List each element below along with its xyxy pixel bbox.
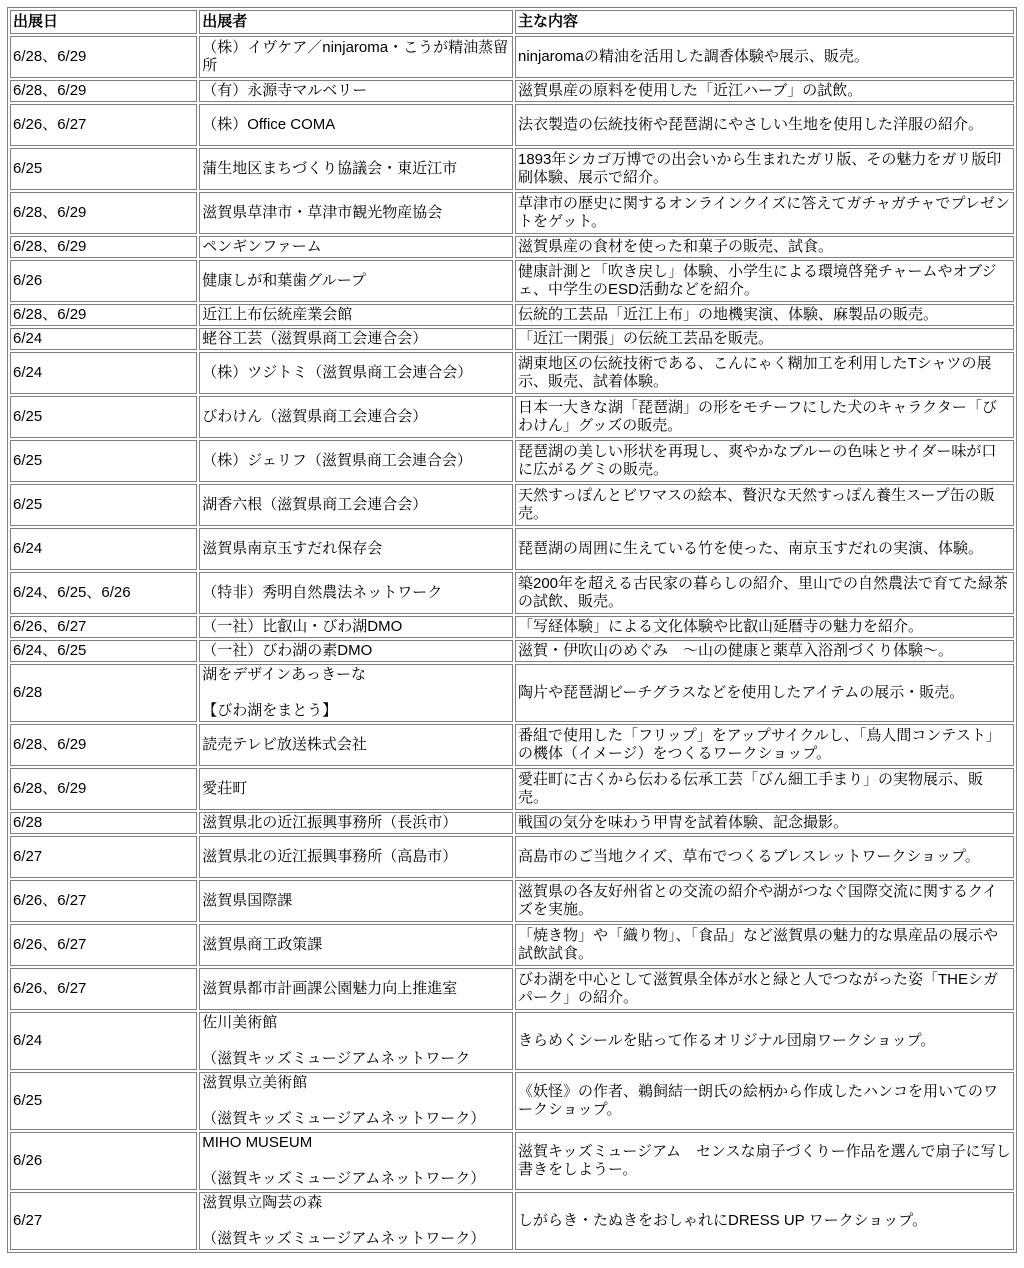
cell-content: 築200年を超える古民家の暮らしの紹介、里山での自然農法で育てた緑茶の試飲、販売。 bbox=[515, 572, 1014, 614]
cell-date: 6/26、6/27 bbox=[10, 924, 197, 966]
exhibit-table-container bbox=[7, 7, 1017, 1253]
cell-content: 滋賀県の各友好州省との交流の紹介や湖がつなぐ国際交流に関するクイズを実施。 bbox=[515, 880, 1014, 922]
exhibitor-line: （一社）比叡山・びわ湖DMO bbox=[202, 618, 403, 635]
cell-date: 6/26 bbox=[10, 260, 197, 302]
cell-content: 滋賀キッズミュージアム センスな扇子づくりー作品を選んで扇子に写し書きをしようー。 bbox=[515, 1132, 1014, 1190]
cell-content: 琵琶湖の美しい形状を再現し、爽やかなブルーの色味とサイダー味が口に広がるグミの販売。 bbox=[515, 440, 1014, 482]
cell-content: 愛荘町に古くから伝わる伝承工芸「びん細工手まり」の実物展示、販売。 bbox=[515, 768, 1014, 810]
exhibitor-line: 近江上布伝統産業会館 bbox=[202, 306, 353, 323]
cell-exhibitor bbox=[199, 440, 513, 482]
cell-content: 草津市の歴史に関するオンラインクイズに答えてガチャガチャでプレゼントをゲット。 bbox=[515, 192, 1014, 234]
exhibitor-line: 滋賀県南京玉すだれ保存会 bbox=[202, 540, 383, 557]
cell-content: 健康計測と「吹き戻し」体験、小学生による環境啓発チャームやオブジェ、中学生のESD活動などを紹介。 bbox=[515, 260, 1014, 302]
table-row bbox=[10, 1072, 1014, 1130]
table-row bbox=[10, 304, 1014, 326]
cell-date: 6/28、6/29 bbox=[10, 768, 197, 810]
cell-exhibitor bbox=[199, 80, 513, 102]
table-row bbox=[10, 1012, 1014, 1070]
cell-exhibitor bbox=[199, 924, 513, 966]
cell-date: 6/24、6/25、6/26 bbox=[10, 572, 197, 614]
exhibitor-line: 湖をデザインあっきーな bbox=[202, 666, 367, 683]
cell-exhibitor bbox=[199, 260, 513, 302]
table-body bbox=[10, 36, 1014, 1250]
cell-date: 6/26、6/27 bbox=[10, 104, 197, 146]
cell-exhibitor bbox=[199, 1012, 513, 1070]
cell-content: 戦国の気分を味わう甲冑を試着体験、記念撮影。 bbox=[515, 812, 1014, 834]
table-row bbox=[10, 924, 1014, 966]
cell-date: 6/25 bbox=[10, 396, 197, 438]
line-gap bbox=[202, 684, 510, 702]
exhibitor-line: 蒲生地区まちづくり協議会・東近江市 bbox=[202, 160, 458, 177]
table-row bbox=[10, 484, 1014, 526]
cell-exhibitor bbox=[199, 1192, 513, 1250]
table-row bbox=[10, 328, 1014, 350]
cell-content: 滋賀・伊吹山のめぐみ ～山の健康と薬草入浴剤づくり体験～。 bbox=[515, 640, 1014, 662]
table-header-row bbox=[10, 10, 1014, 34]
cell-content: 天然すっぽんとビワマスの絵本、贅沢な天然すっぽん養生スープ缶の販売。 bbox=[515, 484, 1014, 526]
exhibitor-line: （株）イヴケア／ninjaroma・こうが精油蒸留所 bbox=[202, 39, 509, 74]
cell-content: 法衣製造の伝統技術や琵琶湖にやさしい生地を使用した洋服の紹介。 bbox=[515, 104, 1014, 146]
cell-date: 6/25 bbox=[10, 148, 197, 190]
table-row bbox=[10, 528, 1014, 570]
cell-date: 6/24 bbox=[10, 352, 197, 394]
exhibitor-line: 滋賀県北の近江振興事務所（長浜市） bbox=[202, 814, 458, 831]
table-row bbox=[10, 1192, 1014, 1250]
table-row bbox=[10, 664, 1014, 722]
table-row bbox=[10, 572, 1014, 614]
cell-exhibitor bbox=[199, 104, 513, 146]
table-row bbox=[10, 80, 1014, 102]
cell-exhibitor bbox=[199, 572, 513, 614]
cell-exhibitor bbox=[199, 836, 513, 878]
exhibitor-line: ペンギンファーム bbox=[202, 238, 322, 255]
cell-date: 6/27 bbox=[10, 1192, 197, 1250]
table-row bbox=[10, 440, 1014, 482]
cell-exhibitor bbox=[199, 640, 513, 662]
cell-exhibitor bbox=[199, 724, 513, 766]
cell-content: 琵琶湖の周囲に生えている竹を使った、南京玉すだれの実演、体験。 bbox=[515, 528, 1014, 570]
cell-content: 「焼き物」や「織り物」、「食品」など滋賀県の魅力的な県産品の展示や試飲試食。 bbox=[515, 924, 1014, 966]
exhibitor-line: 滋賀県国際課 bbox=[202, 892, 293, 909]
cell-date: 6/26、6/27 bbox=[10, 880, 197, 922]
cell-date: 6/26 bbox=[10, 1132, 197, 1190]
line-gap bbox=[202, 1212, 510, 1230]
cell-date: 6/28、6/29 bbox=[10, 80, 197, 102]
cell-date: 6/28、6/29 bbox=[10, 724, 197, 766]
exhibitor-line: MIHO MUSEUM bbox=[202, 1134, 313, 1151]
exhibitor-line: 蛯谷工芸（滋賀県商工会連合会） bbox=[202, 330, 428, 347]
cell-exhibitor bbox=[199, 148, 513, 190]
cell-content: 陶片や琵琶湖ビーチグラスなどを使用したアイテムの展示・販売。 bbox=[515, 664, 1014, 722]
cell-date: 6/28、6/29 bbox=[10, 36, 197, 78]
cell-content: 湖東地区の伝統技術である、こんにゃく糊加工を利用したTシャツの展示、販売、試着体験。 bbox=[515, 352, 1014, 394]
table-row bbox=[10, 724, 1014, 766]
cell-content: 番組で使用した「フリップ」をアップサイクルし、「鳥人間コンテスト」の機体（イメージ）をつくるワークショップ。 bbox=[515, 724, 1014, 766]
exhibitor-line: 滋賀県北の近江振興事務所（高島市） bbox=[202, 848, 458, 865]
header-date: 出展日 bbox=[10, 10, 197, 34]
table-row bbox=[10, 768, 1014, 810]
cell-content: しがらき・たぬきをおしゃれにDRESS UP ワークショップ。 bbox=[515, 1192, 1014, 1250]
cell-content: 1893年シカゴ万博での出会いから生まれたガリ版、その魅力をガリ版印刷体験、展示で紹介。 bbox=[515, 148, 1014, 190]
table-row bbox=[10, 640, 1014, 662]
exhibitor-line: （株）ジェリフ（滋賀県商工会連合会） bbox=[202, 452, 472, 469]
cell-exhibitor bbox=[199, 192, 513, 234]
exhibitor-line: （滋賀キッズミュージアムネットワーク bbox=[202, 1050, 471, 1067]
exhibitor-line: （株）Office COMA bbox=[202, 116, 336, 133]
exhibitor-line: 湖香六根（滋賀県商工会連合会） bbox=[202, 496, 428, 513]
table-row bbox=[10, 352, 1014, 394]
table-row bbox=[10, 260, 1014, 302]
table-row bbox=[10, 616, 1014, 638]
exhibitor-line: 読売テレビ放送株式会社 bbox=[202, 736, 367, 753]
exhibitor-line: 健康しが和葉歯グループ bbox=[202, 272, 367, 289]
cell-date: 6/25 bbox=[10, 1072, 197, 1130]
exhibitor-line: （株）ツジトミ（滋賀県商工会連合会） bbox=[202, 364, 473, 381]
table-row bbox=[10, 236, 1014, 258]
exhibitor-line: 滋賀県立陶芸の森 bbox=[202, 1194, 323, 1211]
cell-date: 6/24、6/25 bbox=[10, 640, 197, 662]
cell-content: 日本一大きな湖「琵琶湖」の形をモチーフにした犬のキャラクター「びわけん」グッズの販売。 bbox=[515, 396, 1014, 438]
table-row bbox=[10, 396, 1014, 438]
cell-exhibitor bbox=[199, 1132, 513, 1190]
cell-date: 6/28、6/29 bbox=[10, 236, 197, 258]
cell-date: 6/27 bbox=[10, 836, 197, 878]
exhibitor-line: （滋賀キッズミュージアムネットワーク） bbox=[202, 1170, 486, 1187]
cell-date: 6/25 bbox=[10, 440, 197, 482]
cell-exhibitor bbox=[199, 304, 513, 326]
line-gap bbox=[202, 1032, 510, 1050]
cell-content: 滋賀県産の原料を使用した「近江ハーブ」の試飲。 bbox=[515, 80, 1014, 102]
cell-content: 高島市のご当地クイズ、草布でつくるブレスレットワークショップ。 bbox=[515, 836, 1014, 878]
cell-date: 6/28 bbox=[10, 664, 197, 722]
exhibitor-line: 滋賀県草津市・草津市観光物産協会 bbox=[202, 204, 443, 221]
cell-exhibitor bbox=[199, 1072, 513, 1130]
cell-content: ninjaromaの精油を活用した調香体験や展示、販売。 bbox=[515, 36, 1014, 78]
cell-content: きらめくシールを貼って作るオリジナル団扇ワークショップ。 bbox=[515, 1012, 1014, 1070]
table-row bbox=[10, 836, 1014, 878]
cell-exhibitor bbox=[199, 528, 513, 570]
cell-exhibitor bbox=[199, 236, 513, 258]
exhibitor-line: 滋賀県立美術館 bbox=[202, 1074, 308, 1091]
exhibitor-line: （特非）秀明自然農法ネットワーク bbox=[202, 584, 443, 601]
cell-content: 《妖怪》の作者、鵜飼結一朗氏の絵柄から作成したハンコを用いてのワークショップ。 bbox=[515, 1072, 1014, 1130]
table-row bbox=[10, 968, 1014, 1010]
table-row bbox=[10, 880, 1014, 922]
cell-content: 伝統的工芸品「近江上布」の地機実演、体験、麻製品の販売。 bbox=[515, 304, 1014, 326]
cell-exhibitor bbox=[199, 664, 513, 722]
header-content: 主な内容 bbox=[515, 10, 1014, 34]
cell-content: 滋賀県産の食材を使った和菓子の販売、試食。 bbox=[515, 236, 1014, 258]
exhibitor-line: （有）永源寺マルベリー bbox=[202, 82, 368, 99]
cell-date: 6/26、6/27 bbox=[10, 968, 197, 1010]
table-row bbox=[10, 104, 1014, 146]
exhibitor-line: （滋賀キッズミュージアムネットワーク） bbox=[202, 1230, 486, 1247]
table-row bbox=[10, 192, 1014, 234]
cell-date: 6/28、6/29 bbox=[10, 304, 197, 326]
header-exhibitor: 出展者 bbox=[199, 10, 513, 34]
cell-content: 「近江一閑張」の伝統工芸品を販売。 bbox=[515, 328, 1014, 350]
cell-date: 6/24 bbox=[10, 528, 197, 570]
cell-exhibitor bbox=[199, 396, 513, 438]
cell-exhibitor bbox=[199, 616, 513, 638]
cell-date: 6/28、6/29 bbox=[10, 192, 197, 234]
cell-date: 6/26、6/27 bbox=[10, 616, 197, 638]
cell-exhibitor bbox=[199, 352, 513, 394]
cell-content: 「写経体験」による文化体験や比叡山延暦寺の魅力を紹介。 bbox=[515, 616, 1014, 638]
cell-exhibitor bbox=[199, 812, 513, 834]
table-row bbox=[10, 1132, 1014, 1190]
exhibitor-line: （滋賀キッズミュージアムネットワーク） bbox=[202, 1110, 486, 1127]
cell-exhibitor bbox=[199, 328, 513, 350]
exhibitor-line: びわけん（滋賀県商工会連合会） bbox=[202, 408, 428, 425]
table-row bbox=[10, 812, 1014, 834]
cell-exhibitor bbox=[199, 768, 513, 810]
exhibitor-line: 愛荘町 bbox=[202, 780, 248, 797]
cell-exhibitor bbox=[199, 484, 513, 526]
cell-content: びわ湖を中心として滋賀県全体が水と緑と人でつながった姿「THEシガパーク」の紹介。 bbox=[515, 968, 1014, 1010]
exhibitor-line: 【びわ湖をまとう】 bbox=[202, 702, 338, 719]
cell-exhibitor bbox=[199, 880, 513, 922]
cell-exhibitor bbox=[199, 968, 513, 1010]
cell-exhibitor bbox=[199, 36, 513, 78]
cell-date: 6/24 bbox=[10, 1012, 197, 1070]
exhibitor-line: 佐川美術館 bbox=[202, 1014, 278, 1031]
cell-date: 6/24 bbox=[10, 328, 197, 350]
cell-date: 6/25 bbox=[10, 484, 197, 526]
line-gap bbox=[202, 1152, 510, 1170]
exhibitor-line: 滋賀県都市計画課公園魅力向上推進室 bbox=[202, 980, 458, 997]
cell-date: 6/28 bbox=[10, 812, 197, 834]
line-gap bbox=[202, 1092, 510, 1110]
exhibit-table bbox=[7, 7, 1017, 1253]
table-row bbox=[10, 36, 1014, 78]
exhibitor-line: 滋賀県商工政策課 bbox=[202, 936, 323, 953]
exhibitor-line: （一社）びわ湖の素DMO bbox=[202, 642, 373, 659]
table-row bbox=[10, 148, 1014, 190]
